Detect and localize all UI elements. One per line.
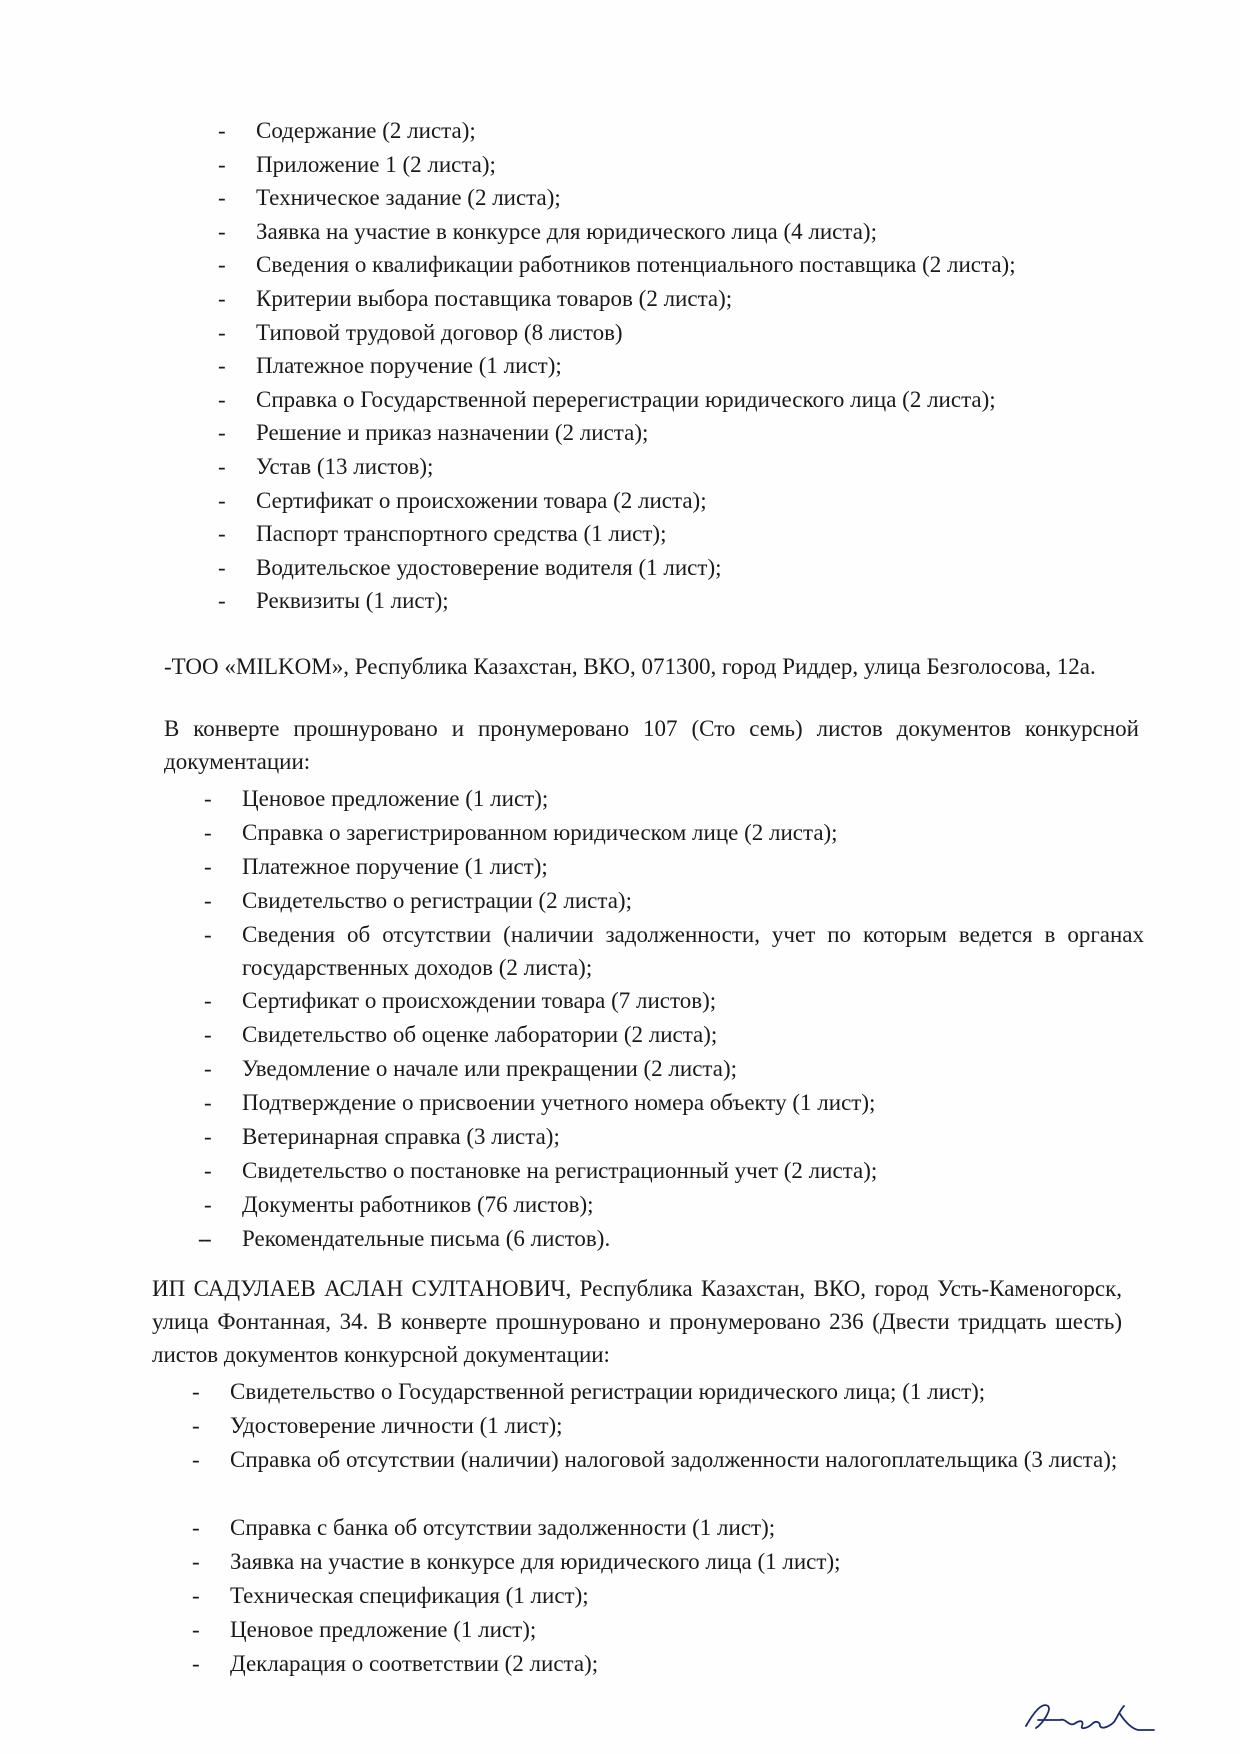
list-dash: - <box>204 922 212 947</box>
list-dash: - <box>204 1226 212 1251</box>
milkom-header: -ТОО «MILKOM», Республика Казахстан, ВКО, 071300, город Риддер, улица Безголосова, 12а. <box>164 654 1096 679</box>
list-dash: - <box>204 1124 212 1149</box>
list-item <box>204 1154 1144 1188</box>
list-dash: - <box>192 1549 200 1574</box>
list-dash: - <box>192 1447 200 1472</box>
list-item <box>218 215 1118 249</box>
list-item <box>204 984 1144 1018</box>
list-item-text: Приложение 1 (2 листа); <box>256 151 496 177</box>
documents-list-3 <box>192 1375 1132 1681</box>
list-item <box>218 484 1118 518</box>
list-dash: - <box>218 319 226 345</box>
list-item-text: Водительское удостоверение водителя (1 лист); <box>256 554 722 580</box>
list-item <box>204 918 1144 984</box>
list-item-text: Справка о Государственной перерегистрации юридического лица (2 листа); <box>256 386 996 412</box>
list-item <box>192 1647 1132 1681</box>
list-item <box>204 850 1144 884</box>
list-dash: - <box>218 487 226 513</box>
list-item <box>204 1120 1144 1154</box>
list-dash: - <box>192 1379 200 1404</box>
list-item <box>204 1222 1144 1256</box>
list-item-text: Уведомление о начале или прекращении (2 листа); <box>242 1056 737 1081</box>
list-item-text: Свидетельство об оценке лаборатории (2 листа); <box>242 1022 718 1047</box>
list-dash: - <box>218 588 226 614</box>
list-item-text: Платежное поручение (1 лист); <box>256 353 562 379</box>
list-item <box>204 1086 1144 1120</box>
list-item-text: Устав (13 листов); <box>256 453 434 479</box>
list-item <box>204 1188 1144 1222</box>
list-item-text: Документы работников (76 листов); <box>242 1192 594 1217</box>
list-item-text: Паспорт транспортного средства (1 лист); <box>256 521 667 547</box>
documents-list-1 <box>218 114 1118 618</box>
list-dash: - <box>204 1022 212 1047</box>
list-item <box>192 1511 1132 1545</box>
list-item-text: Декларация о соответствии (2 листа); <box>230 1651 599 1676</box>
list-item <box>218 551 1118 585</box>
list-item <box>218 349 1118 383</box>
list-item-text: Содержание (2 листа); <box>256 118 476 143</box>
list-item <box>204 816 1144 850</box>
list-dash: - <box>204 1192 212 1217</box>
list-item-text: Техническая спецификация (1 лист); <box>230 1583 589 1608</box>
list-item-text: Платежное поручение (1 лист); <box>242 854 548 879</box>
list-item <box>218 114 1118 148</box>
list-dash: - <box>218 185 226 211</box>
list-item <box>218 450 1118 484</box>
list-item <box>218 383 1118 417</box>
list-item <box>192 1613 1132 1647</box>
list-dash: - <box>218 252 226 278</box>
list-item-text: Подтверждение о присвоении учетного номера объекту (1 лист); <box>242 1090 876 1115</box>
list-item-text: Справка с банка об отсутствии задолженности (1 лист); <box>230 1515 776 1540</box>
list-item-text: Ценовое предложение (1 лист); <box>242 786 549 811</box>
list-item <box>192 1579 1132 1613</box>
list-dash: - <box>204 854 212 879</box>
list-dash: - <box>218 521 226 547</box>
list-dash: - <box>204 1158 212 1183</box>
list-item <box>218 181 1118 215</box>
milkom-intro: В конверте прошнуровано и пронумеровано 107 (Сто семь) листов документов конкурсной документации: <box>164 716 1139 774</box>
documents-list-2 <box>204 782 1144 1256</box>
list-dash: - <box>204 786 212 811</box>
list-item-text: Свидетельство о регистрации (2 листа); <box>242 888 632 913</box>
list-dash: - <box>204 1056 212 1081</box>
list-item-text: Сведения о квалификации работников потенциального поставщика (2 листа); <box>256 252 1016 278</box>
list-item-text: Сведения об отсутствии (наличии задолженности, учет по которым ведется в органах государственных доходов (2 листа); <box>242 922 1144 980</box>
list-item-text: Ценовое предложение (1 лист); <box>230 1617 537 1642</box>
list-item-text: Ветеринарная справка (3 листа); <box>242 1124 560 1149</box>
list-dash: - <box>218 151 226 177</box>
list-dash: - <box>218 118 226 143</box>
list-dash: - <box>218 554 226 580</box>
list-item <box>218 517 1118 551</box>
list-item-text: Свидетельство о Государственной регистрации юридического лица; (1 лист); <box>230 1379 986 1404</box>
list-item <box>192 1443 1132 1511</box>
list-dash: - <box>218 285 226 311</box>
list-item-text: Справка об отсутствии (наличии) налоговой задолженности налогоплательщика (3 листа); <box>230 1447 1118 1472</box>
list-item <box>218 248 1118 282</box>
list-dash: - <box>192 1583 200 1608</box>
list-item-text: Реквизиты (1 лист); <box>256 588 449 614</box>
list-dash: - <box>204 1090 212 1115</box>
list-item-text: Типовой трудовой договор (8 листов) <box>256 319 623 345</box>
list-item-text: Рекомендательные письма (6 листов). <box>242 1226 611 1251</box>
ip-paragraph: ИП САДУЛАЕВ АСЛАН СУЛТАНОВИЧ, Республика Казахстан, ВКО, город Усть-Каменогорск, улица Фонтанная, 34. В конверте прошнуровано и пронумеровано 236 (Двести тридцать шесть) листов документов конкурсной документации: <box>152 1276 1122 1367</box>
list-dash: - <box>218 453 226 479</box>
list-item-text: Сертификат о происхождении товара (7 листов); <box>242 988 717 1013</box>
list-dash: - <box>204 820 212 845</box>
list-item <box>218 584 1118 618</box>
list-item <box>218 416 1118 450</box>
list-item <box>192 1375 1132 1409</box>
empty-list-dash: - <box>198 1226 206 1251</box>
list-dash: - <box>218 420 226 446</box>
list-dash: - <box>192 1617 200 1642</box>
list-item-text: Справка о зарегистрированном юридическом лице (2 листа); <box>242 820 838 845</box>
list-dash: - <box>204 888 212 913</box>
list-item <box>218 316 1118 350</box>
list-item-text: Решение и приказ назначении (2 листа); <box>256 420 649 446</box>
list-item <box>218 282 1118 316</box>
list-dash: - <box>204 988 212 1013</box>
list-dash: - <box>192 1413 200 1438</box>
list-dash: - <box>192 1515 200 1540</box>
list-dash: - <box>218 353 226 379</box>
list-dash: - <box>218 386 226 412</box>
list-item-text: Удостоверение личности (1 лист); <box>230 1413 563 1438</box>
list-item-text: Свидетельство о постановке на регистрационный учет (2 листа); <box>242 1158 878 1183</box>
list-item <box>218 148 1118 182</box>
list-item <box>192 1545 1132 1579</box>
list-item-text: Сертификат о происхожении товара (2 листа); <box>256 487 707 513</box>
list-item-text: Критерии выбора поставщика товаров (2 листа); <box>256 285 733 311</box>
list-dash: - <box>192 1651 200 1676</box>
list-item <box>204 884 1144 918</box>
list-item-text: Заявка на участие в конкурсе для юридического лица (4 листа); <box>256 218 877 244</box>
list-item <box>204 1052 1144 1086</box>
list-dash: - <box>218 218 226 244</box>
list-item <box>204 782 1144 816</box>
list-item <box>192 1409 1132 1443</box>
list-item <box>204 1018 1144 1052</box>
list-item-text: Заявка на участие в конкурсе для юридического лица (1 лист); <box>230 1549 841 1574</box>
handwritten-signature <box>1020 1690 1160 1740</box>
list-item-text: Техническое задание (2 листа); <box>256 185 561 211</box>
